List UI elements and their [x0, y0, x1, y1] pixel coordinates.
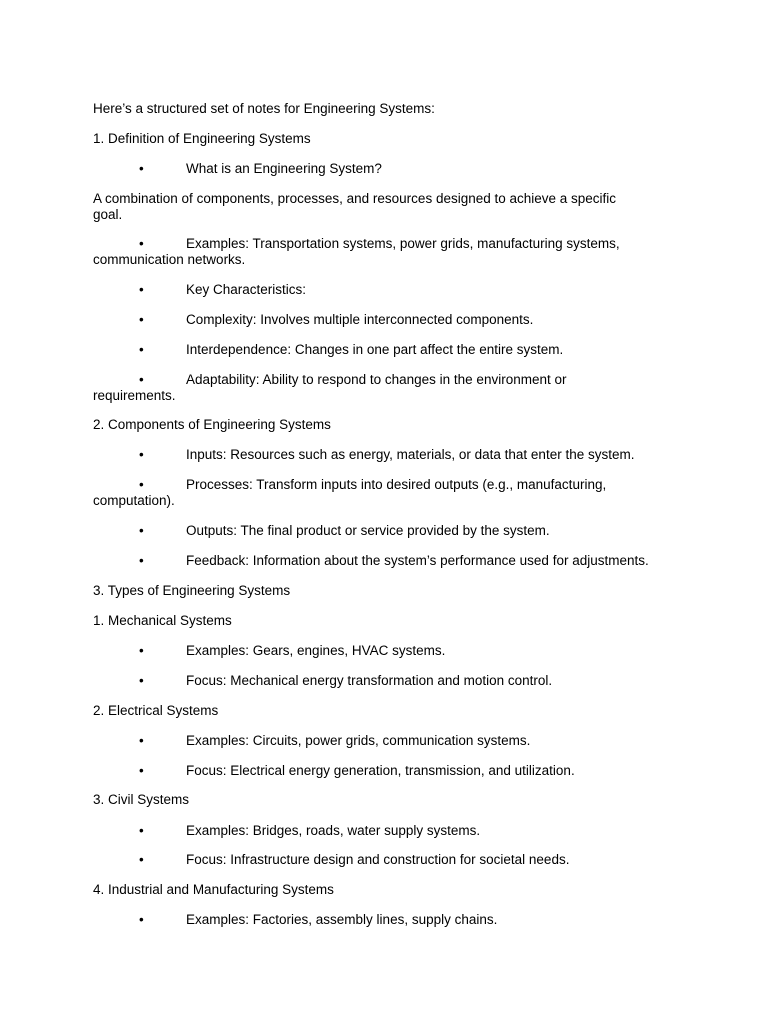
subsection-heading: 4. Industrial and Manufacturing Systems — [93, 882, 334, 897]
bullet-icon: • — [139, 673, 144, 688]
bullet-icon: • — [139, 282, 144, 297]
bullet-text: Interdependence: Changes in one part affect the entire system. — [186, 342, 564, 357]
bullet-icon: • — [139, 236, 144, 251]
section-heading: 1. Definition of Engineering Systems — [93, 131, 311, 146]
subsection-heading: 1. Mechanical Systems — [93, 613, 232, 628]
bullet-text: Complexity: Involves multiple interconnected components. — [186, 312, 534, 327]
bullet-icon: • — [139, 477, 144, 492]
bullet-text: What is an Engineering System? — [186, 161, 382, 176]
subsection-heading: 3. Civil Systems — [93, 792, 190, 807]
bullet-text: Examples: Circuits, power grids, communication systems. — [186, 733, 531, 748]
bullet-icon: • — [139, 643, 144, 658]
section-heading: 3. Types of Engineering Systems — [93, 583, 291, 598]
bullet-text: Feedback: Information about the system’s performance used for adjustments. — [186, 553, 649, 568]
bullet-text: Focus: Mechanical energy transformation and motion control. — [186, 673, 553, 688]
intro-text: Here’s a structured set of notes for Engineering Systems: — [93, 101, 435, 116]
bullet-text: Outputs: The final product or service provided by the system. — [186, 523, 550, 538]
bullet-text-continued: computation). — [93, 493, 175, 508]
paragraph — [93, 191, 693, 222]
section-heading: 2. Components of Engineering Systems — [93, 417, 331, 432]
bullet-text: Examples: Gears, engines, HVAC systems. — [186, 643, 446, 658]
bullet-text: Inputs: Resources such as energy, materials, or data that enter the system. — [186, 447, 635, 462]
subsection-heading: 2. Electrical Systems — [93, 703, 219, 718]
paragraph-line: A combination of components, processes, and resources designed to achieve a specific — [93, 191, 617, 206]
bullet-icon: • — [139, 161, 144, 176]
bullet-icon: • — [139, 342, 144, 357]
bullet-text: Key Characteristics: — [186, 282, 307, 297]
bullet-text: Examples: Bridges, roads, water supply systems. — [186, 823, 481, 838]
bullet-text: Processes: Transform inputs into desired outputs (e.g., manufacturing, — [186, 477, 607, 492]
bullet-icon: • — [139, 852, 144, 867]
bullet-icon: • — [139, 733, 144, 748]
bullet-icon: • — [139, 523, 144, 538]
bullet-icon: • — [139, 912, 144, 927]
bullet-icon: • — [139, 312, 144, 327]
bullet-icon: • — [139, 447, 144, 462]
bullet-text: Focus: Infrastructure design and construction for societal needs. — [186, 852, 570, 867]
bullet-text: Examples: Transportation systems, power grids, manufacturing systems, — [186, 236, 620, 251]
paragraph-line: goal. — [93, 207, 123, 222]
bullet-icon: • — [139, 823, 144, 838]
bullet-icon: • — [139, 553, 144, 568]
bullet-icon: • — [139, 763, 144, 778]
bullet-text-continued: requirements. — [93, 388, 176, 403]
bullet-text: Adaptability: Ability to respond to changes in the environment or — [186, 372, 567, 387]
bullet-text: Focus: Electrical energy generation, transmission, and utilization. — [186, 763, 575, 778]
bullet-text: Examples: Factories, assembly lines, supply chains. — [186, 912, 498, 927]
bullet-icon: • — [139, 372, 144, 387]
bullet-text-continued: communication networks. — [93, 252, 246, 267]
